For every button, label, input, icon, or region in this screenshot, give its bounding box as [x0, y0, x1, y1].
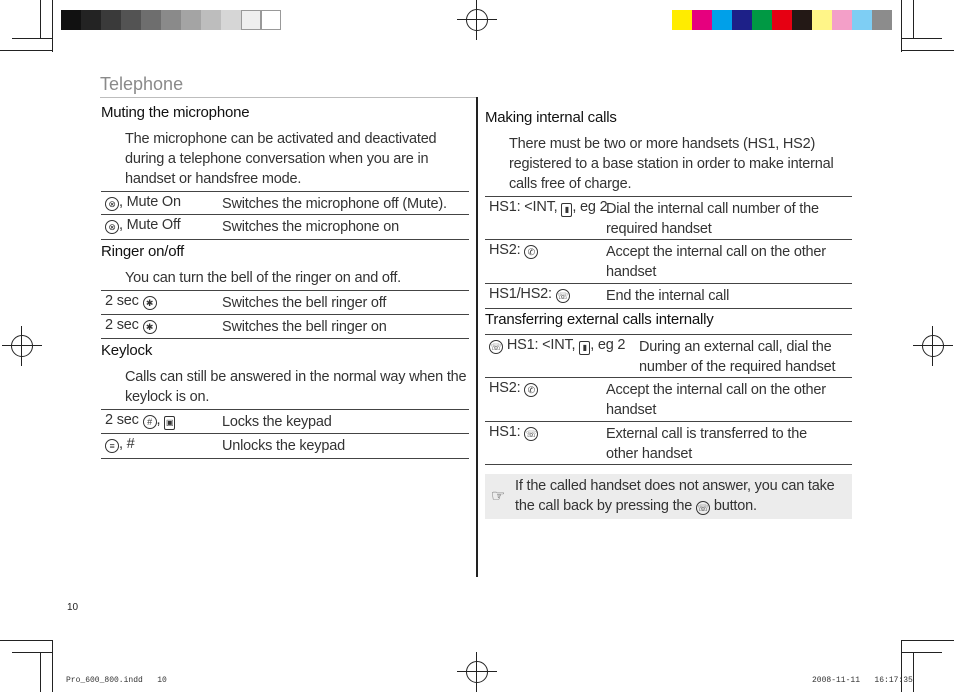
registration-mark-top	[457, 0, 497, 40]
page-number: 10	[67, 602, 79, 613]
table-key: HS1: ☏	[489, 424, 537, 440]
table-key: ⊗ , Mute On	[105, 194, 181, 211]
table-value: Switches the microphone on	[222, 219, 399, 235]
color-swatch	[772, 10, 792, 30]
table-value: Locks the keypad	[222, 414, 332, 430]
gray-swatch	[261, 10, 281, 30]
gray-swatch	[241, 10, 261, 30]
color-swatch	[712, 10, 732, 30]
table-row	[485, 284, 852, 309]
call-end-icon: ☏	[697, 503, 709, 513]
handset-icon: ▮	[579, 341, 590, 355]
column-divider	[476, 97, 478, 577]
color-swatch	[672, 10, 692, 30]
mute-icon: ⊗	[105, 220, 119, 234]
table-row	[485, 422, 852, 465]
gray-swatch	[161, 10, 181, 30]
paragraph-muting: The microphone can be activated and deactivated during a telephone conversation when you are in handset or handsfree mode.	[125, 131, 437, 187]
color-swatch	[832, 10, 852, 30]
handset-icon: ▮	[561, 203, 572, 217]
gray-swatch	[81, 10, 101, 30]
color-swatch	[792, 10, 812, 30]
paragraph-ringer: You can turn the bell of the ringer on and off.	[125, 270, 401, 286]
table-key: 2 sec ✱	[105, 293, 157, 310]
note-text: If the called handset does not answer, you can take the call back by pressing the ☏ button.	[515, 478, 835, 514]
table-key: ⊗ , Mute Off	[105, 217, 180, 234]
table-value: Accept the internal call on the other handset	[606, 382, 826, 418]
table-row	[485, 197, 852, 240]
table-value: External call is transferred to the other handset	[606, 426, 807, 462]
paragraph-keylock: Calls can still be answered in the normal way when the keylock is on.	[125, 369, 467, 405]
gray-swatch	[201, 10, 221, 30]
call-end-icon: ☏	[525, 429, 537, 439]
gray-swatch	[101, 10, 121, 30]
color-swatch	[852, 10, 872, 30]
table-value: Switches the bell ringer on	[222, 319, 387, 335]
color-swatch	[812, 10, 832, 30]
heading-internal-calls: Making internal calls	[485, 109, 617, 126]
color-swatch	[692, 10, 712, 30]
table-value: Dial the internal call number of the required handset	[606, 201, 819, 237]
table-key: HS1/HS2: ☏	[489, 286, 569, 302]
call-accept-icon: ✆	[524, 245, 538, 259]
registration-mark-left	[2, 326, 42, 366]
gray-swatch	[141, 10, 161, 30]
call-accept-icon: ✆	[524, 383, 538, 397]
registration-mark-right	[913, 326, 953, 366]
color-swatch	[872, 10, 892, 30]
table-keylock	[101, 409, 469, 459]
table-key: 2 sec # , ▣	[105, 412, 174, 428]
table-value: Switches the microphone off (Mute).	[222, 196, 447, 212]
table-key: ≡ , #	[105, 436, 135, 453]
table-value: End the internal call	[606, 288, 730, 304]
star-key-icon: ✱	[143, 296, 157, 310]
gray-swatch	[61, 10, 81, 30]
hash-key-icon: #	[143, 415, 157, 429]
color-swatch	[732, 10, 752, 30]
gray-swatch	[221, 10, 241, 30]
table-row	[485, 335, 852, 378]
table-key: HS1: <INT, ▮ , eg 2	[489, 199, 608, 215]
table-row	[101, 315, 469, 339]
file-slug: Pro_600_800.indd 10	[66, 676, 167, 685]
table-row	[101, 291, 469, 315]
heading-transfer: Transferring external calls internally	[485, 311, 714, 328]
star-key-icon: ✱	[143, 320, 157, 334]
table-key: HS2: ✆	[489, 380, 538, 397]
table-transfer	[485, 334, 852, 465]
menu-key-icon: ≡	[105, 439, 119, 453]
table-value: Accept the internal call on the other handset	[606, 244, 826, 280]
heading-ringer: Ringer on/off	[101, 243, 185, 260]
table-row	[101, 410, 469, 434]
section-title: Telephone	[100, 74, 184, 94]
table-row	[101, 215, 469, 240]
table-key: ☏ HS1: <INT, ▮ , eg 2	[490, 337, 626, 353]
registration-mark-bottom	[457, 652, 497, 692]
table-value: During an external call, dial the number of the required handset	[639, 339, 836, 375]
gray-swatch	[121, 10, 141, 30]
table-value: Switches the bell ringer off	[222, 295, 387, 311]
table-row	[101, 192, 469, 215]
print-timestamp: 2008-11-11 16:17:35	[812, 676, 913, 685]
note-box	[485, 474, 852, 519]
call-end-icon: ☏	[490, 342, 502, 352]
table-key: 2 sec ✱	[105, 317, 157, 334]
heading-muting: Muting the microphone	[101, 104, 250, 121]
table-internal-calls	[485, 196, 852, 309]
color-swatch	[752, 10, 772, 30]
table-row	[485, 240, 852, 284]
table-value: Unlocks the keypad	[222, 438, 345, 454]
call-end-icon: ☏	[557, 291, 569, 301]
table-row	[101, 434, 469, 459]
gray-swatch	[181, 10, 201, 30]
pointing-hand-icon: ☞	[491, 488, 506, 505]
table-row	[485, 378, 852, 422]
paragraph-internal-calls: There must be two or more handsets (HS1, HS2) registered to a base station in order to make internal calls free of charge.	[509, 136, 834, 192]
lock-key-icon: ▣	[164, 416, 175, 430]
table-key: HS2: ✆	[489, 242, 538, 259]
table-muting	[101, 191, 469, 240]
title-rule	[100, 97, 476, 98]
mute-icon: ⊗	[105, 197, 119, 211]
heading-keylock: Keylock	[101, 342, 153, 359]
table-ringer	[101, 290, 469, 339]
